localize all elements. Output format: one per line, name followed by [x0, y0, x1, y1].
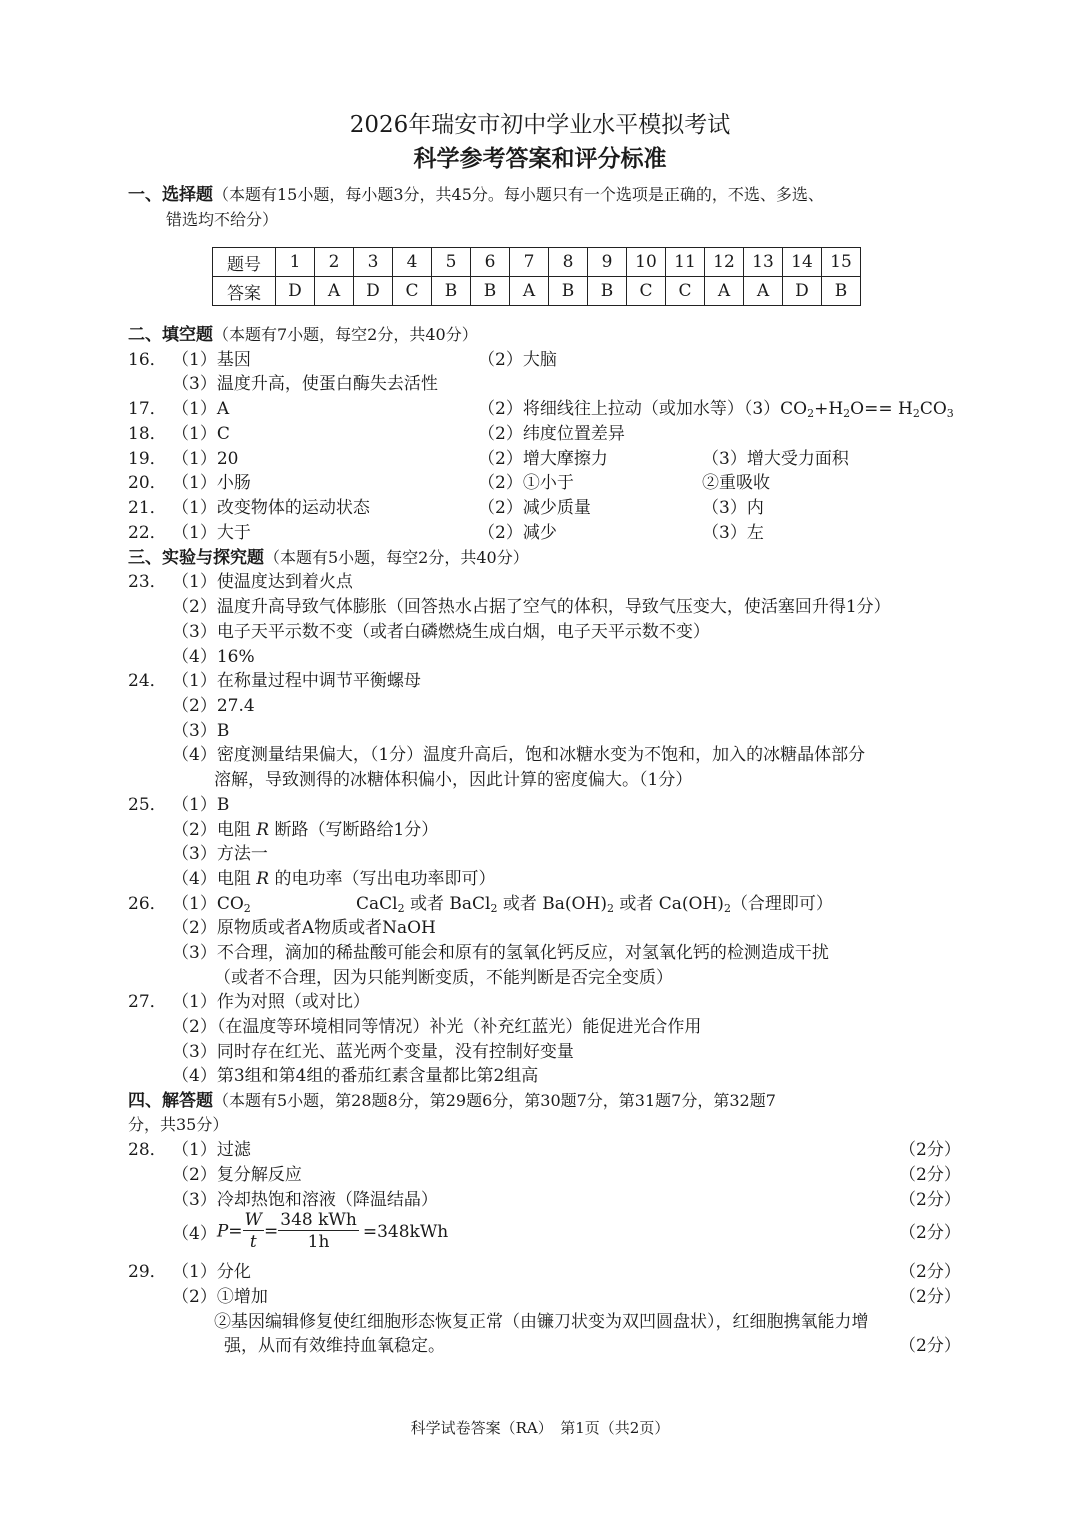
answer-text: （2）温度升高导致气体膨胀（回答热水占据了空气的体积，导致气压变大，使活塞回升得1分） — [172, 597, 891, 617]
answer-part: 的电功率（写出电功率即可） — [269, 869, 496, 889]
table-answer-cell: B — [471, 277, 510, 306]
answer-text — [172, 867, 495, 891]
q17-line — [0, 397, 1080, 421]
q16-line — [0, 348, 1080, 372]
table-answer-cell: A — [705, 277, 744, 306]
fraction-numerator: 348 kWh — [280, 1210, 357, 1230]
q28-line-1 — [0, 1138, 1080, 1162]
table-number-cell: 1 — [276, 248, 315, 277]
table-answer-cell: D — [354, 277, 393, 306]
section4-note-cont: 分，共35分） — [128, 1115, 229, 1134]
formula-sub: 2 — [723, 902, 731, 915]
answer-part: =348kWh — [362, 1221, 449, 1242]
answer-text: （2）复分解反应 — [172, 1165, 302, 1185]
answer-text: 强，从而有效维持血氧稳定。 — [224, 1336, 445, 1356]
answer-text: （3）增大受力面积 — [702, 449, 849, 469]
answer-text: （3）同时存在红光、蓝光两个变量，没有控制好变量 — [172, 1042, 574, 1062]
variable: P — [216, 1221, 229, 1242]
table-number-cell: 8 — [549, 248, 588, 277]
answer-text: （2）减少质量 — [478, 498, 591, 518]
answer-text: （2）①增加 — [172, 1287, 268, 1307]
power-formula — [172, 1210, 448, 1253]
q20-line — [0, 471, 1080, 495]
q18-line — [0, 422, 1080, 446]
table-number-cell: 6 — [471, 248, 510, 277]
table-answer-cell: A — [510, 277, 549, 306]
answer-text: （4）16% — [172, 647, 255, 667]
answer-table — [212, 247, 861, 306]
section2-heading-line — [128, 323, 478, 347]
answer-text: （3）电子天平示数不变（或者白磷燃烧生成白烟，电子天平示数不变） — [172, 622, 710, 642]
question-number: 27． — [128, 992, 167, 1012]
formula-sub: 2 — [490, 902, 498, 915]
table-answer-cell: D — [276, 277, 315, 306]
answer-text: （2）原物质或者A物质或者NaOH — [172, 918, 436, 938]
table-number-cell: 3 — [354, 248, 393, 277]
section1-note-cont: 错选均不给分） — [166, 210, 279, 229]
table-answer-cell: C — [666, 277, 705, 306]
fraction-denominator: 1h — [307, 1232, 330, 1252]
answer-text: （1）改变物体的运动状态 — [172, 498, 370, 518]
q29-line-1 — [0, 1260, 1080, 1284]
answer-text: 溶解，导致测得的冰糖体积偏小，因此计算的密度偏大。（1分） — [214, 770, 693, 790]
answer-table-answer-row — [213, 277, 861, 306]
formula-part: +H — [814, 399, 844, 419]
q29-line-2 — [0, 1285, 1080, 1309]
table-answer-cell: B — [549, 277, 588, 306]
question-number: 17． — [128, 399, 167, 419]
formula-part: CaCl — [356, 894, 398, 914]
points-label: （2分） — [899, 1287, 961, 1307]
answer-text: （1）小肠 — [172, 473, 251, 493]
answer-text: （2）大脑 — [478, 350, 557, 370]
table-number-cell: 9 — [588, 248, 627, 277]
points-label: （2分） — [899, 1262, 961, 1282]
question-number: 24． — [128, 671, 167, 691]
question-number: 19． — [128, 449, 167, 469]
table-number-cell: 14 — [783, 248, 822, 277]
section4-note: （本题有5小题，第28题8分，第29题6分，第30题7分，第31题7分，第32题7 — [213, 1091, 776, 1110]
section1-heading: 一、选择题 — [128, 185, 213, 205]
formula-part: （2）将细线往上拉动（或加水等）（3）CO — [478, 399, 808, 419]
formula-sub: 2 — [807, 407, 815, 420]
table-number-cell: 7 — [510, 248, 549, 277]
formula-sub: 2 — [243, 902, 251, 915]
points-label: （2分） — [899, 1223, 961, 1243]
formula-sub: 2 — [912, 407, 920, 420]
answer-text: （1）基因 — [172, 350, 251, 370]
section2-heading: 二、填空题 — [128, 325, 213, 345]
answer-text: （3）左 — [702, 523, 764, 543]
table-header-number: 题号 — [213, 248, 276, 277]
fraction-numerator: W — [244, 1210, 263, 1230]
answer-text: （4）密度测量结果偏大，（1分）温度升高后，饱和冰糖水变为不饱和，加入的冰糖晶体部分 — [172, 745, 866, 765]
answer-text: （2）①小于 — [478, 473, 574, 493]
table-number-cell: 11 — [666, 248, 705, 277]
q28-line-3 — [0, 1188, 1080, 1212]
formula-sub: 2 — [606, 902, 614, 915]
section3-note: （本题有5小题，每空2分，共40分） — [264, 548, 529, 567]
answer-text: （1）在称量过程中调节平衡螺母 — [172, 671, 421, 691]
answer-table-number-row — [213, 248, 861, 277]
question-number: 26． — [128, 894, 167, 914]
answer-text: （1）使温度达到着火点 — [172, 572, 353, 592]
answer-text: （2）增大摩擦力 — [478, 449, 608, 469]
page-footer: 科学试卷答案（RA） 第1页（共2页） — [410, 1419, 670, 1437]
table-number-cell: 4 — [393, 248, 432, 277]
answer-text: （3）温度升高，使蛋白酶失去活性 — [172, 374, 438, 394]
answer-text: ②基因编辑修复使红细胞形态恢复正常（由镰刀状变为双凹圆盘状），红细胞携氧能力增 — [214, 1312, 869, 1332]
q25-line — [0, 793, 1080, 817]
question-number: 18． — [128, 424, 167, 444]
table-answer-cell: A — [744, 277, 783, 306]
answer-text: （3）方法一 — [172, 844, 268, 864]
section1-note: （本题有15小题，每小题3分，共45分。每小题只有一个选项是正确的，不选、多选、 — [213, 185, 824, 204]
fraction-value — [278, 1210, 359, 1253]
section3-heading: 三、实验与探究题 — [128, 548, 264, 568]
formula-part: 或者 BaCl — [404, 894, 491, 914]
section3-heading-line — [128, 546, 529, 570]
table-number-cell: 13 — [744, 248, 783, 277]
question-number: 20． — [128, 473, 167, 493]
formula-sub: 2 — [843, 407, 851, 420]
section4-heading-line — [128, 1089, 776, 1113]
question-number: 22． — [128, 523, 167, 543]
answer-text: ②重吸收 — [702, 473, 770, 493]
question-number: 21． — [128, 498, 167, 518]
table-answer-cell: D — [783, 277, 822, 306]
answer-part: （4）电阻 — [172, 869, 257, 889]
fraction-w-over-t — [243, 1210, 264, 1253]
formula-part: O== H — [850, 399, 913, 419]
question-number: 28． — [128, 1140, 167, 1160]
answer-text — [172, 818, 438, 842]
formula-part: （1）CO — [172, 894, 244, 914]
answer-text: （1）B — [172, 795, 230, 815]
page-subtitle: 科学参考答案和评分标准 — [413, 145, 667, 172]
q29-line-4 — [0, 1334, 1080, 1358]
table-number-cell: 5 — [432, 248, 471, 277]
answer-text: （1）分化 — [172, 1262, 251, 1282]
q24-line — [0, 669, 1080, 693]
answer-part: 断路（写断路给1分） — [269, 820, 439, 840]
equals-sign: = — [264, 1221, 279, 1242]
q21-line — [0, 496, 1080, 520]
formula-sub: 2 — [397, 902, 405, 915]
table-answer-cell: B — [588, 277, 627, 306]
formula-part: 或者 Ca(OH) — [613, 894, 724, 914]
table-answer-cell: B — [432, 277, 471, 306]
answer-text: （1）作为对照（或对比） — [172, 992, 370, 1012]
question-number: 25． — [128, 795, 167, 815]
section4-heading: 四、解答题 — [128, 1091, 213, 1111]
formula-sub: 3 — [946, 407, 954, 420]
question-number: 23． — [128, 572, 167, 592]
points-label: （2分） — [899, 1190, 961, 1210]
answer-text: （2）（在温度等环境相同等情况）补光（补充红蓝光）能促进光合作用 — [172, 1017, 702, 1037]
table-answer-cell: A — [315, 277, 354, 306]
answer-text: （3）内 — [702, 498, 764, 518]
q23-line — [0, 570, 1080, 594]
question-number: 16． — [128, 350, 167, 370]
fraction-denominator: t — [249, 1232, 257, 1252]
points-label: （2分） — [899, 1165, 961, 1185]
answer-text: （2）纬度位置差异 — [478, 424, 625, 444]
variable: R — [256, 869, 270, 889]
answer-text: （1）大于 — [172, 523, 251, 543]
formula-part: CO — [919, 399, 947, 419]
answer-text: （2）减少 — [478, 523, 557, 543]
q27-line — [0, 990, 1080, 1014]
answer-text: （3）B — [172, 721, 230, 741]
formula-part: （合理即可） — [730, 894, 833, 914]
q28-line-2 — [0, 1163, 1080, 1187]
points-label: （2分） — [899, 1140, 961, 1160]
formula-part: 或者 Ba(OH) — [497, 894, 607, 914]
variable: R — [256, 820, 270, 840]
table-number-cell: 10 — [627, 248, 666, 277]
answer-text: （4）第3组和第4组的番茄红素含量都比第2组高 — [172, 1066, 539, 1086]
table-number-cell: 12 — [705, 248, 744, 277]
table-answer-cell: B — [822, 277, 861, 306]
section1-heading-line — [128, 183, 824, 207]
answer-part: （2）电阻 — [172, 820, 257, 840]
section2-note: （本题有7小题，每空2分，共40分） — [213, 325, 478, 344]
table-number-cell: 15 — [822, 248, 861, 277]
answer-text: （或者不合理，因为只能判断变质，不能判断是否完全变质） — [214, 968, 673, 988]
answer-text: （1）过滤 — [172, 1140, 251, 1160]
answer-text: （2）27.4 — [172, 696, 255, 716]
q22-line — [0, 521, 1080, 545]
table-answer-cell: C — [393, 277, 432, 306]
table-header-answer: 答案 — [213, 277, 276, 306]
question-number: 29． — [128, 1262, 167, 1282]
equals-sign: = — [228, 1221, 243, 1242]
answer-text: （1）A — [172, 399, 230, 419]
answer-text: （1）C — [172, 424, 230, 444]
answer-part: （4） — [172, 1224, 217, 1244]
page-title: 2026年瑞安市初中学业水平模拟考试 — [349, 112, 731, 138]
q19-line — [0, 447, 1080, 471]
q26-line — [0, 892, 1080, 916]
table-number-cell: 2 — [315, 248, 354, 277]
answer-text: （3）不合理，滴加的稀盐酸可能会和原有的氢氧化钙反应，对氢氧化钙的检测造成干扰 — [172, 943, 829, 963]
answer-text: （1）20 — [172, 449, 239, 469]
answer-text: （3）冷却热饱和溶液（降温结晶） — [172, 1190, 438, 1210]
table-answer-cell: C — [627, 277, 666, 306]
points-label: （2分） — [899, 1336, 961, 1356]
